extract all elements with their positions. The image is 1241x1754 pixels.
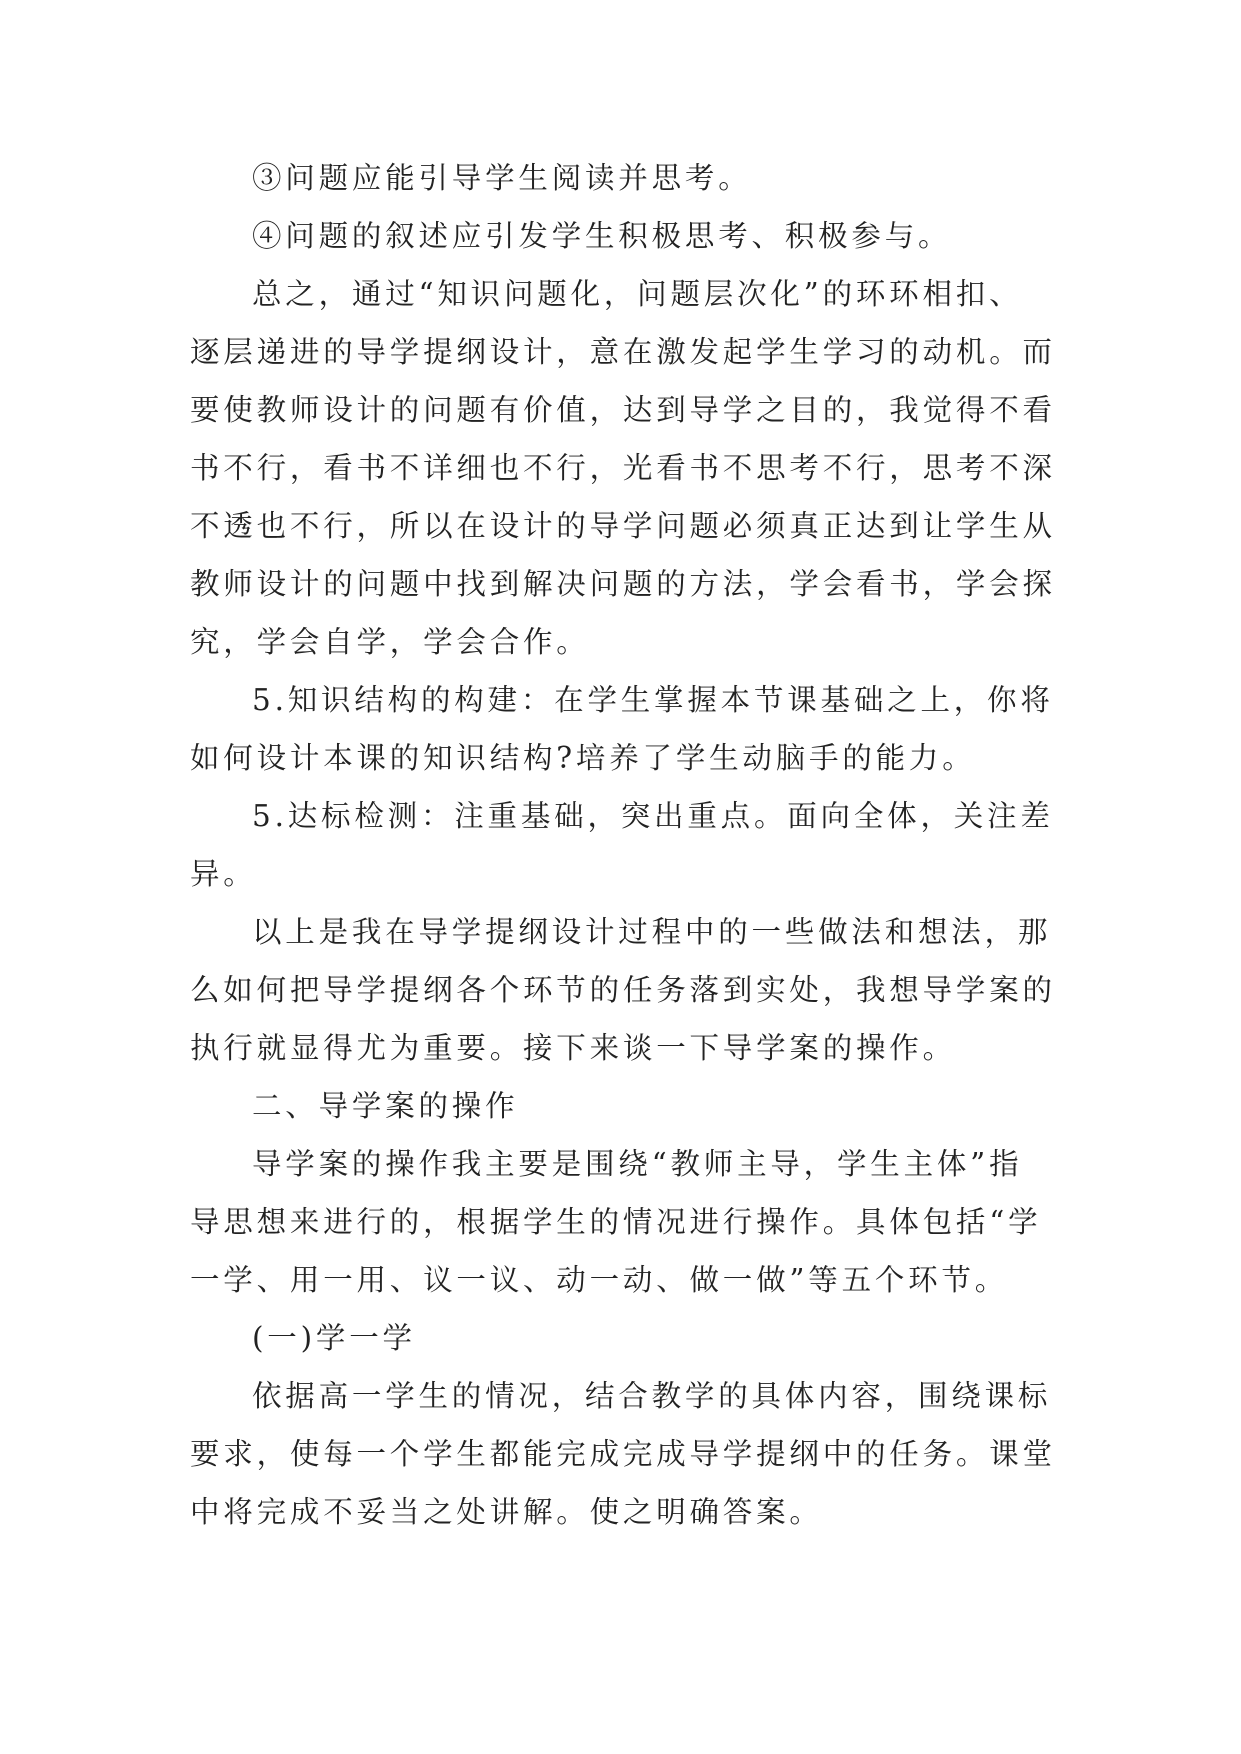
- text-line: 不透也不行，所以在设计的导学问题必须真正达到让学生从: [190, 509, 1056, 543]
- text-line: 5.达标检测：注重基础，突出重点。面向全体，关注差: [252, 799, 1054, 833]
- text-line: 以上是我在导学提纲设计过程中的一些做法和想法，那: [252, 915, 1052, 949]
- text-line: 么如何把导学提纲各个环节的任务落到实处，我想导学案的: [190, 973, 1056, 1007]
- text-line: ④问题的叙述应引发学生积极思考、积极参与。: [252, 219, 952, 253]
- text-line: 异。: [190, 857, 257, 891]
- text-line: 要求，使每一个学生都能完成完成导学提纲中的任务。课堂: [190, 1437, 1056, 1471]
- text-line: 执行就显得尤为重要。接下来谈一下导学案的操作。: [190, 1031, 956, 1065]
- text-line: 导学案的操作我主要是围绕“教师主导，学生主体”指: [252, 1147, 1023, 1181]
- text-line: 5.知识结构的构建：在学生掌握本节课基础之上，你将: [252, 683, 1054, 717]
- subsection-heading: (一)学一学: [252, 1321, 416, 1355]
- text-line: 一学、用一用、议一议、动一动、做一做”等五个环节。: [190, 1263, 1009, 1297]
- text-line: 究，学会自学，学会合作。: [190, 625, 590, 659]
- text-line: 逐层递进的导学提纲设计，意在激发起学生学习的动机。而: [190, 335, 1056, 369]
- text-line: 导思想来进行的，根据学生的情况进行操作。具体包括“学: [190, 1205, 1042, 1239]
- text-line: ③问题应能引导学生阅读并思考。: [252, 161, 752, 195]
- text-line: 要使教师设计的问题有价值，达到导学之目的，我觉得不看: [190, 393, 1056, 427]
- text-line: 总之，通过“知识问题化，问题层次化”的环环相扣、: [252, 277, 1023, 311]
- text-line: 中将完成不妥当之处讲解。使之明确答案。: [190, 1495, 823, 1529]
- text-line: 依据高一学生的情况，结合教学的具体内容，围绕课标: [252, 1379, 1052, 1413]
- text-line: 教师设计的问题中找到解决问题的方法，学会看书，学会探: [190, 567, 1056, 601]
- text-line: 书不行，看书不详细也不行，光看书不思考不行，思考不深: [190, 451, 1056, 485]
- text-line: 如何设计本课的知识结构?培养了学生动脑手的能力。: [190, 741, 976, 775]
- section-heading: 二、导学案的操作: [252, 1089, 519, 1123]
